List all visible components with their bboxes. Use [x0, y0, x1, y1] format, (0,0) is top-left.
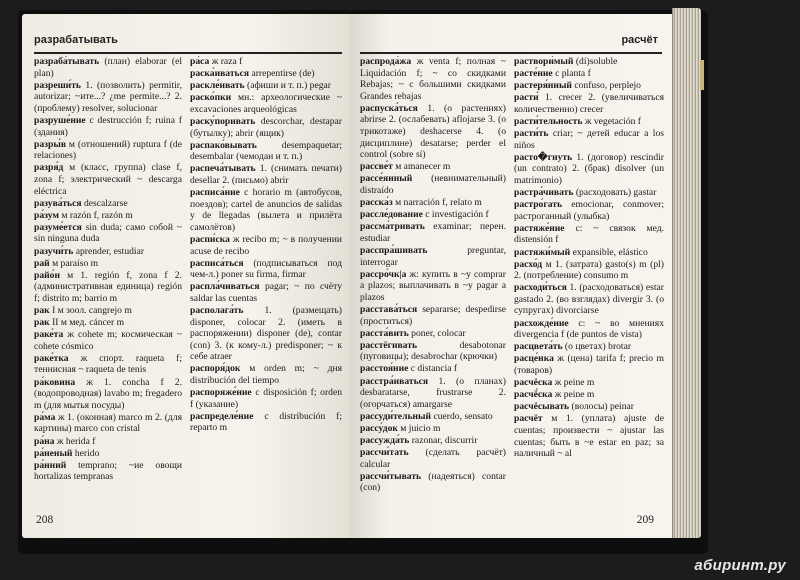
headword: расхо́д: [514, 258, 543, 270]
dictionary-entry: [360, 209, 506, 221]
headword: раствори́мый: [514, 56, 574, 67]
headword: распоряже́ние: [190, 387, 252, 399]
dictionary-entry: [360, 411, 506, 423]
dictionary-entry: [514, 199, 664, 222]
right-column-2: [514, 56, 664, 504]
definition: ж vegetación f: [582, 115, 642, 127]
definition: sin duda; само собой ~ sin ninguna duda: [34, 221, 182, 245]
definition: (волосы) peinar: [569, 401, 634, 413]
definition: poner, colocar: [408, 327, 466, 339]
headword: расти́: [514, 92, 539, 104]
headword: ра́неный: [34, 447, 73, 459]
dictionary-entry: [34, 210, 182, 222]
right-page-number: 209: [636, 514, 654, 526]
dictionary-entry: [34, 139, 182, 162]
definition: ж 1. concha f 2. (водопроводная) lavabo m; fregadero m (для мытья посуды): [34, 376, 182, 411]
dictionary-entry: [190, 116, 342, 139]
headword: расписа́ние: [190, 187, 240, 199]
headword: ра́зум: [34, 209, 59, 221]
definition: temprano; ~ие овощи hortalizas tempranas: [34, 459, 182, 483]
definition: ж: купить в ~у comprar a plazos; выплачивать в ~у pagar a plazos: [360, 268, 506, 303]
headword: расстра́иваться: [360, 375, 429, 387]
dictionary-entry: [514, 341, 664, 353]
definition: descalzarse: [81, 197, 128, 209]
definition: 1. (о растениях) abrirse 2. (ослабевать) aflojarse 3. (о трикотаже) deshacerse 4. (о дисциплине) desatarse; perder el control (sobre sí): [360, 102, 506, 161]
definition: desabotonar (пуговицы); desabrochar (крючки): [360, 339, 506, 363]
headword: растяже́ние: [514, 222, 565, 234]
left-page: [22, 14, 350, 538]
dictionary-entry: [360, 376, 506, 411]
dictionary-entry: [360, 161, 506, 173]
headword: расхожде́ние: [514, 317, 569, 329]
dictionary-entry: [514, 413, 664, 459]
headword: ра́нний: [34, 459, 67, 471]
definition: (о цветах) brotar: [562, 341, 632, 353]
left-column-2: [190, 56, 342, 504]
bookmark-strip: [700, 60, 704, 90]
dictionary-entry: [360, 447, 506, 470]
headword: рассчи́тать: [360, 447, 409, 459]
definition: confuso, perplejo: [571, 80, 641, 92]
definition: (di)soluble: [573, 56, 618, 67]
definition: ж 1. (оконная) marco m 2. (для картины) marco con cristal: [34, 411, 182, 435]
right-page: [350, 14, 672, 538]
dictionary-entry: [360, 435, 506, 447]
definition: с: ~ во мнениях divergencia f (de puntos de vista): [514, 317, 664, 341]
headword: расчё́ска: [514, 389, 553, 401]
dictionary-entry: [34, 115, 182, 138]
dictionary-entry: [360, 328, 506, 340]
definition: с destrucción f; ruina f (здания): [34, 114, 182, 138]
dictionary-entry: [514, 56, 664, 68]
headword: расста́вить: [360, 327, 409, 339]
definition: (план) elaborar (el plan): [34, 56, 182, 79]
definition: 1. (размещать) disponer, colocar 2. (иметь в распоряжении) disponer (de), contar (con) 3. (к кому-л.) predisponer; ~ к себе atraer: [190, 304, 342, 363]
dictionary-entry: [360, 221, 506, 244]
headword: раскле́ивать: [190, 80, 245, 92]
headword: растро́гать: [514, 199, 563, 211]
headword: рай: [34, 257, 50, 269]
dictionary-entry: [514, 187, 664, 199]
dictionary-entry: [34, 317, 182, 329]
definition: expansible, elástico: [570, 246, 648, 258]
dictionary-entry: [360, 269, 506, 304]
dictionary-entry: [190, 387, 342, 410]
headword: раску́поривать: [190, 115, 256, 127]
definition: separarse; despedirse (проститься): [360, 303, 506, 327]
dictionary-entry: [190, 68, 342, 80]
dictionary-entry: [360, 304, 506, 327]
headword: расходи́ться: [514, 282, 567, 294]
dictionary-entry: [360, 471, 506, 494]
definition: ж (цена) tarifa f; precio m (товаров): [514, 353, 664, 376]
definition: herido: [72, 447, 100, 459]
definition: с planta f: [552, 68, 591, 80]
dictionary-entry: [514, 353, 664, 376]
dictionary-entry: [190, 258, 342, 281]
definition: (сделать расчёт) calcular: [360, 447, 506, 470]
definition: arrepentirse (de): [249, 68, 315, 80]
headword: расска́з: [360, 197, 393, 209]
definition: ж raza f: [209, 56, 243, 67]
definition: м narración f, relato m: [392, 197, 482, 209]
dictionary-entry: [360, 103, 506, 161]
dictionary-entry: [34, 412, 182, 435]
headword: распла́чиваться: [190, 281, 260, 293]
headword: распуска́ться: [360, 102, 418, 114]
headword: разучи́ть: [34, 245, 74, 257]
headword: рассу́док: [360, 422, 398, 434]
definition: cuerdo, sensato: [431, 410, 493, 422]
dictionary-entry: [514, 377, 664, 389]
page-edges: [672, 8, 701, 538]
headword: расстоя́ние: [360, 363, 409, 375]
dictionary-entry: [34, 246, 182, 258]
headword: ра́ма: [34, 411, 56, 423]
right-column-1: [360, 56, 506, 504]
definition: м 1. (затрата) gasto(s) m (pl) 2. (потребление) consumo m: [514, 258, 664, 282]
dictionary-entry: [514, 223, 664, 246]
definition: мн.: археологические ~ excavaciones arqueológicas: [190, 92, 342, 115]
definition: с distancia f: [408, 363, 458, 375]
headword: расписа́ться: [190, 257, 244, 269]
definition: criar; ~ детей educar a los niños: [514, 128, 664, 151]
dictionary-entry: [190, 56, 342, 68]
dictionary-entry: [514, 68, 664, 80]
dictionary-entry: [34, 460, 182, 483]
dictionary-entry: [514, 128, 664, 151]
definition: м 1. (уплата) ajuste de cuentas; произвести ~ ajustar las cuentas; быть в ~е estar en paz; за наличный ~ al: [514, 413, 664, 460]
headword: распеча́тывать: [190, 163, 256, 175]
definition: desempaquetar; desembalar (чемодан и т. п.): [190, 139, 342, 163]
dictionary-entry: [34, 448, 182, 460]
headword: разры́в: [34, 138, 66, 150]
left-head-rule: [34, 52, 342, 54]
dictionary-entry: [190, 92, 342, 115]
definition: (надеяться) contar (con): [360, 470, 506, 494]
dictionary-entry: [514, 282, 664, 317]
headword: разря́д: [34, 162, 64, 174]
headword: расте́ние: [514, 68, 553, 80]
dictionary-entry: [34, 222, 182, 245]
left-running-head: разрабатывать: [34, 34, 118, 46]
dictionary-entry: [360, 197, 506, 209]
definition: 1. (снимать печати) desellar 2. (письмо) abrir: [190, 163, 342, 186]
headword: рассро́чк|а: [360, 268, 407, 280]
headword: раке́тка: [34, 352, 69, 364]
definition: м (отношений) ruptura f (de relaciones): [34, 138, 182, 162]
dictionary-entry: [34, 353, 182, 376]
definition: (невнимательный) distraído: [360, 173, 506, 197]
headword: рассма́тривать: [360, 221, 425, 233]
dictionary-entry: [190, 305, 342, 363]
definition: ж peine m: [552, 377, 595, 389]
headword: расчёска: [514, 377, 553, 389]
definition: emocionar, conmover; растроганный (улыбка): [514, 199, 664, 222]
definition: м amanecer m: [392, 161, 451, 173]
headword: рассчи́тывать: [360, 470, 422, 482]
headword: распрода́жа: [360, 56, 412, 67]
dictionary-entry: [190, 411, 342, 434]
definition: м orden m; ~ дня distribución del tiempo: [190, 363, 342, 387]
dictionary-entry: [514, 92, 664, 115]
headword: расстёгивать: [360, 339, 418, 351]
definition: ж herida f: [54, 435, 96, 447]
dictionary-entry: [360, 340, 506, 363]
dictionary-entry: [514, 389, 664, 401]
headword: распоря́док: [190, 363, 241, 375]
headword: рак: [34, 317, 50, 329]
dictionary-entry: [190, 80, 342, 92]
headword: располага́ть: [190, 304, 244, 316]
dictionary-entry: [34, 305, 182, 317]
dictionary-entry: [34, 258, 182, 270]
dictionary-entry: [514, 401, 664, 413]
dictionary-entry: [360, 56, 506, 102]
definition: 1. (позволить) permitir, autorizar; ~ите...? ¿me permite...? 2. (проблему) resolver, solucionar: [34, 79, 182, 114]
dictionary-entry: [190, 281, 342, 304]
definition: aprender, estudiar: [73, 245, 145, 257]
definition: (расходовать) gastar: [573, 187, 657, 199]
dictionary-entry: [190, 234, 342, 257]
headword: ра́са: [190, 56, 210, 67]
definition: м razón f, razón m: [59, 209, 133, 221]
dictionary-entry: [514, 116, 664, 128]
definition: examinar; перен. estudiar: [360, 221, 506, 244]
definition: pagar; ~ по счёту saldar las cuentas: [190, 281, 342, 304]
dictionary-entry: [34, 56, 182, 79]
headword: рассле́дование: [360, 209, 423, 221]
right-head-rule: [360, 52, 662, 54]
dictionary-entry: [514, 80, 664, 92]
headword: разруше́ние: [34, 114, 86, 126]
dictionary-entry: [360, 173, 506, 196]
left-column-1: [34, 56, 182, 504]
headword: расчёт: [514, 413, 543, 425]
dictionary-entry: [34, 198, 182, 210]
headword: расцвета́ть: [514, 341, 563, 353]
definition: ж cohete m; космическая ~ cohete cósmico: [34, 329, 182, 352]
dictionary-entry: [34, 436, 182, 448]
dictionary-entry: [514, 247, 664, 259]
headword: растo�гнуть: [514, 151, 573, 163]
definition: razonar, discurrir: [409, 435, 478, 446]
left-page-number: 208: [36, 514, 54, 526]
definition: с distribución f; reparto m: [190, 410, 342, 434]
headword: распределе́ние: [190, 410, 254, 422]
dictionary-entry: [514, 152, 664, 187]
definition: (афиши и т. п.) pegar: [244, 80, 331, 92]
definition: I м зоол. cangrejo m: [49, 304, 132, 316]
dictionary-entry: [34, 80, 182, 115]
definition: м paraíso m: [49, 257, 99, 269]
headword: рассужда́ть: [360, 435, 410, 446]
definition: II м мед. cáncer m: [49, 317, 125, 329]
headword: распако́вывать: [190, 139, 257, 151]
dictionary-entry: [360, 423, 506, 435]
headword: раке́та: [34, 329, 64, 341]
headword: рассуди́тельный: [360, 410, 432, 422]
watermark: абиринт.ру: [694, 557, 786, 574]
right-running-head: расчёт: [621, 34, 658, 46]
dictionary-entry: [190, 140, 342, 163]
headword: рак: [34, 304, 50, 316]
definition: 1. (договор) rescindir (un contrato) 2. (брак) disolver (un matrimonio): [514, 151, 664, 186]
definition: ж peine m: [552, 389, 595, 401]
headword: рассве́т: [360, 161, 393, 173]
dictionary-entry: [514, 318, 664, 341]
definition: 1. crecer 2. (увеличиваться количественно) crecer: [514, 92, 664, 115]
definition: 1. (о планах) desbaratarse, frustrarse 2. (огорчаться) amargarse: [360, 375, 506, 410]
dictionary-entry: [360, 363, 506, 375]
headword: растеря́нный: [514, 80, 572, 92]
headword: растра́чивать: [514, 187, 574, 199]
headword: раска́иваться: [190, 68, 250, 80]
headword: расце́нка: [514, 353, 554, 365]
definition: с horario m (автобусов, поездов); cartel de anuncios de salidas y de llegadas (вылета и прилёта самолётов): [190, 187, 342, 233]
headword: рассе́янный: [360, 173, 413, 185]
headword: разуме́ется: [34, 221, 82, 233]
headword: расти́тельность: [514, 115, 583, 127]
headword: раско́пки: [190, 92, 232, 104]
definition: с: ~ связок мед. distensión f: [514, 222, 664, 246]
definition: м (класс, группа) clase f, zona f; электрический ~ descarga eléctrica: [34, 162, 182, 197]
definition: ж recibo m; ~ в получении acuse de recibo: [190, 233, 342, 257]
headword: расти́ть: [514, 128, 549, 140]
dictionary-entry: [34, 162, 182, 197]
dictionary-entry: [34, 270, 182, 305]
definition: с investigación f: [422, 209, 489, 221]
headword: ра́на: [34, 435, 55, 447]
dictionary-entry: [34, 377, 182, 412]
headword: разува́ться: [34, 197, 82, 209]
definition: ж venta f; полная ~ Liquidación f; ~ со скидками Rebajas; ~ с большими скидками Grandes rebajas: [360, 56, 506, 102]
headword: распи́ска: [190, 233, 230, 245]
dictionary-entry: [34, 329, 182, 352]
dictionary-entry: [190, 363, 342, 386]
definition: preguntar, interrogar: [360, 245, 506, 268]
definition: descorchar, destapar (бутылку); abrir (ящик): [190, 115, 342, 139]
definition: м juicio m: [397, 422, 441, 434]
definition: 1. (расходоваться) estar gastado 2. (во взглядах) divergir 3. (о супругах) divorciarse: [514, 282, 664, 317]
headword: расстава́ться: [360, 303, 418, 315]
headword: ра́ковина: [34, 376, 76, 388]
dictionary-entry: [190, 187, 342, 233]
headword: райо́н: [34, 269, 60, 281]
headword: расспра́шивать: [360, 245, 428, 256]
dictionary-entry: [360, 245, 506, 268]
dictionary-entry: [190, 163, 342, 186]
definition: м 1. región f, zona f 2. (административная единица) región f; distrito m; barrio m: [34, 269, 182, 304]
headword: расчёсывать: [514, 401, 570, 413]
definition: ж спорт. raqueta f; теннисная ~ raqueta de tenis: [34, 352, 182, 376]
definition: с disposición f; orden f (указание): [190, 387, 342, 410]
headword: разраба́тывать: [34, 56, 100, 67]
headword: растяжи́мый: [514, 246, 571, 258]
definition: (подписываться под чем-л.) poner su firma, firmar: [190, 257, 342, 281]
dictionary-entry: [514, 259, 664, 282]
headword: разреши́ть: [34, 79, 81, 91]
